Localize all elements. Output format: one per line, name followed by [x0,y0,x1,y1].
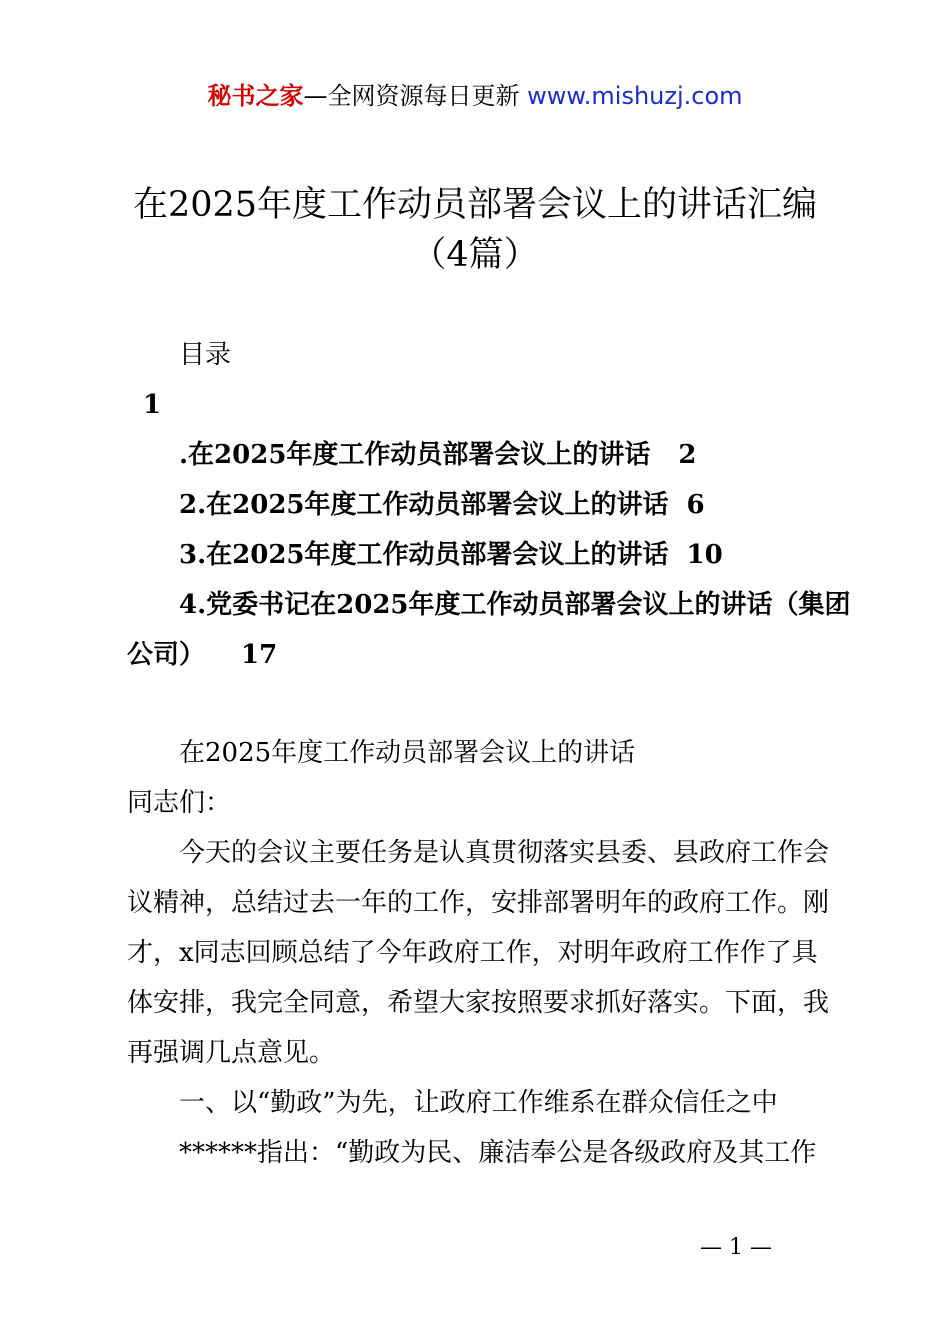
paragraph-line: 体安排，我完全同意，希望大家按照要求抓好落实。下面，我 [127,988,830,1018]
toc-item-2-text: 2.在2025年度工作动员部署会议上的讲话 [179,490,669,520]
toc-item-1[interactable] [179,430,889,480]
salutation: 同志们： [127,788,232,818]
toc-item-3-page: 10 [686,540,723,570]
toc-item-3-text: 3.在2025年度工作动员部署会议上的讲话 [179,540,669,570]
paragraph-line: 才，x同志回顾总结了今年政府工作，对明年政府工作作了具 [127,938,818,968]
toc-item-1-text: .在2025年度工作动员部署会议上的讲话 [179,440,651,470]
toc-item-2[interactable] [179,480,889,530]
paragraph-line: ******指出：“勤政为民、廉洁奉公是各级政府及其工作 [179,1138,817,1168]
toc-item-4-text-line2: 公司） [127,640,206,670]
toc-item-4-continued[interactable] [127,630,837,680]
toc-item-4-page: 17 [241,640,278,670]
toc-item-2-page: 6 [686,490,705,520]
paragraph-line: 再强调几点意见。 [127,1038,336,1068]
toc-item-4[interactable] [179,580,889,630]
section-heading: 一、以“勤政”为先，让政府工作维系在群众信任之中 [179,1088,778,1118]
paragraph-line: 今天的会议主要任务是认真贯彻落实县委、县政府工作会 [179,838,830,868]
toc-item-1-page: 2 [678,440,697,470]
page-number: — 1 — [700,1235,772,1260]
toc-item-3[interactable] [179,530,889,580]
site-url-link[interactable]: www.mishuzj.com [527,82,743,110]
brand-name: 秘书之家 [207,82,304,110]
header-tagline: —全网资源每日更新 [303,82,520,110]
document-title-count: （4篇） [411,235,539,275]
document-title: 在2025年度工作动员部署会议上的讲话汇编 [132,185,818,225]
toc-item-4-text-line1: 4.党委书记在2025年度工作动员部署会议上的讲话（集团 [179,590,851,620]
toc-heading: 目录 [179,340,232,370]
speech-title: 在2025年度工作动员部署会议上的讲话 [179,738,636,768]
paragraph-line: 议精神，总结过去一年的工作，安排部署明年的政府工作。刚 [127,888,830,918]
toc-item-1-number: 1 [143,390,162,420]
site-header [0,78,950,114]
